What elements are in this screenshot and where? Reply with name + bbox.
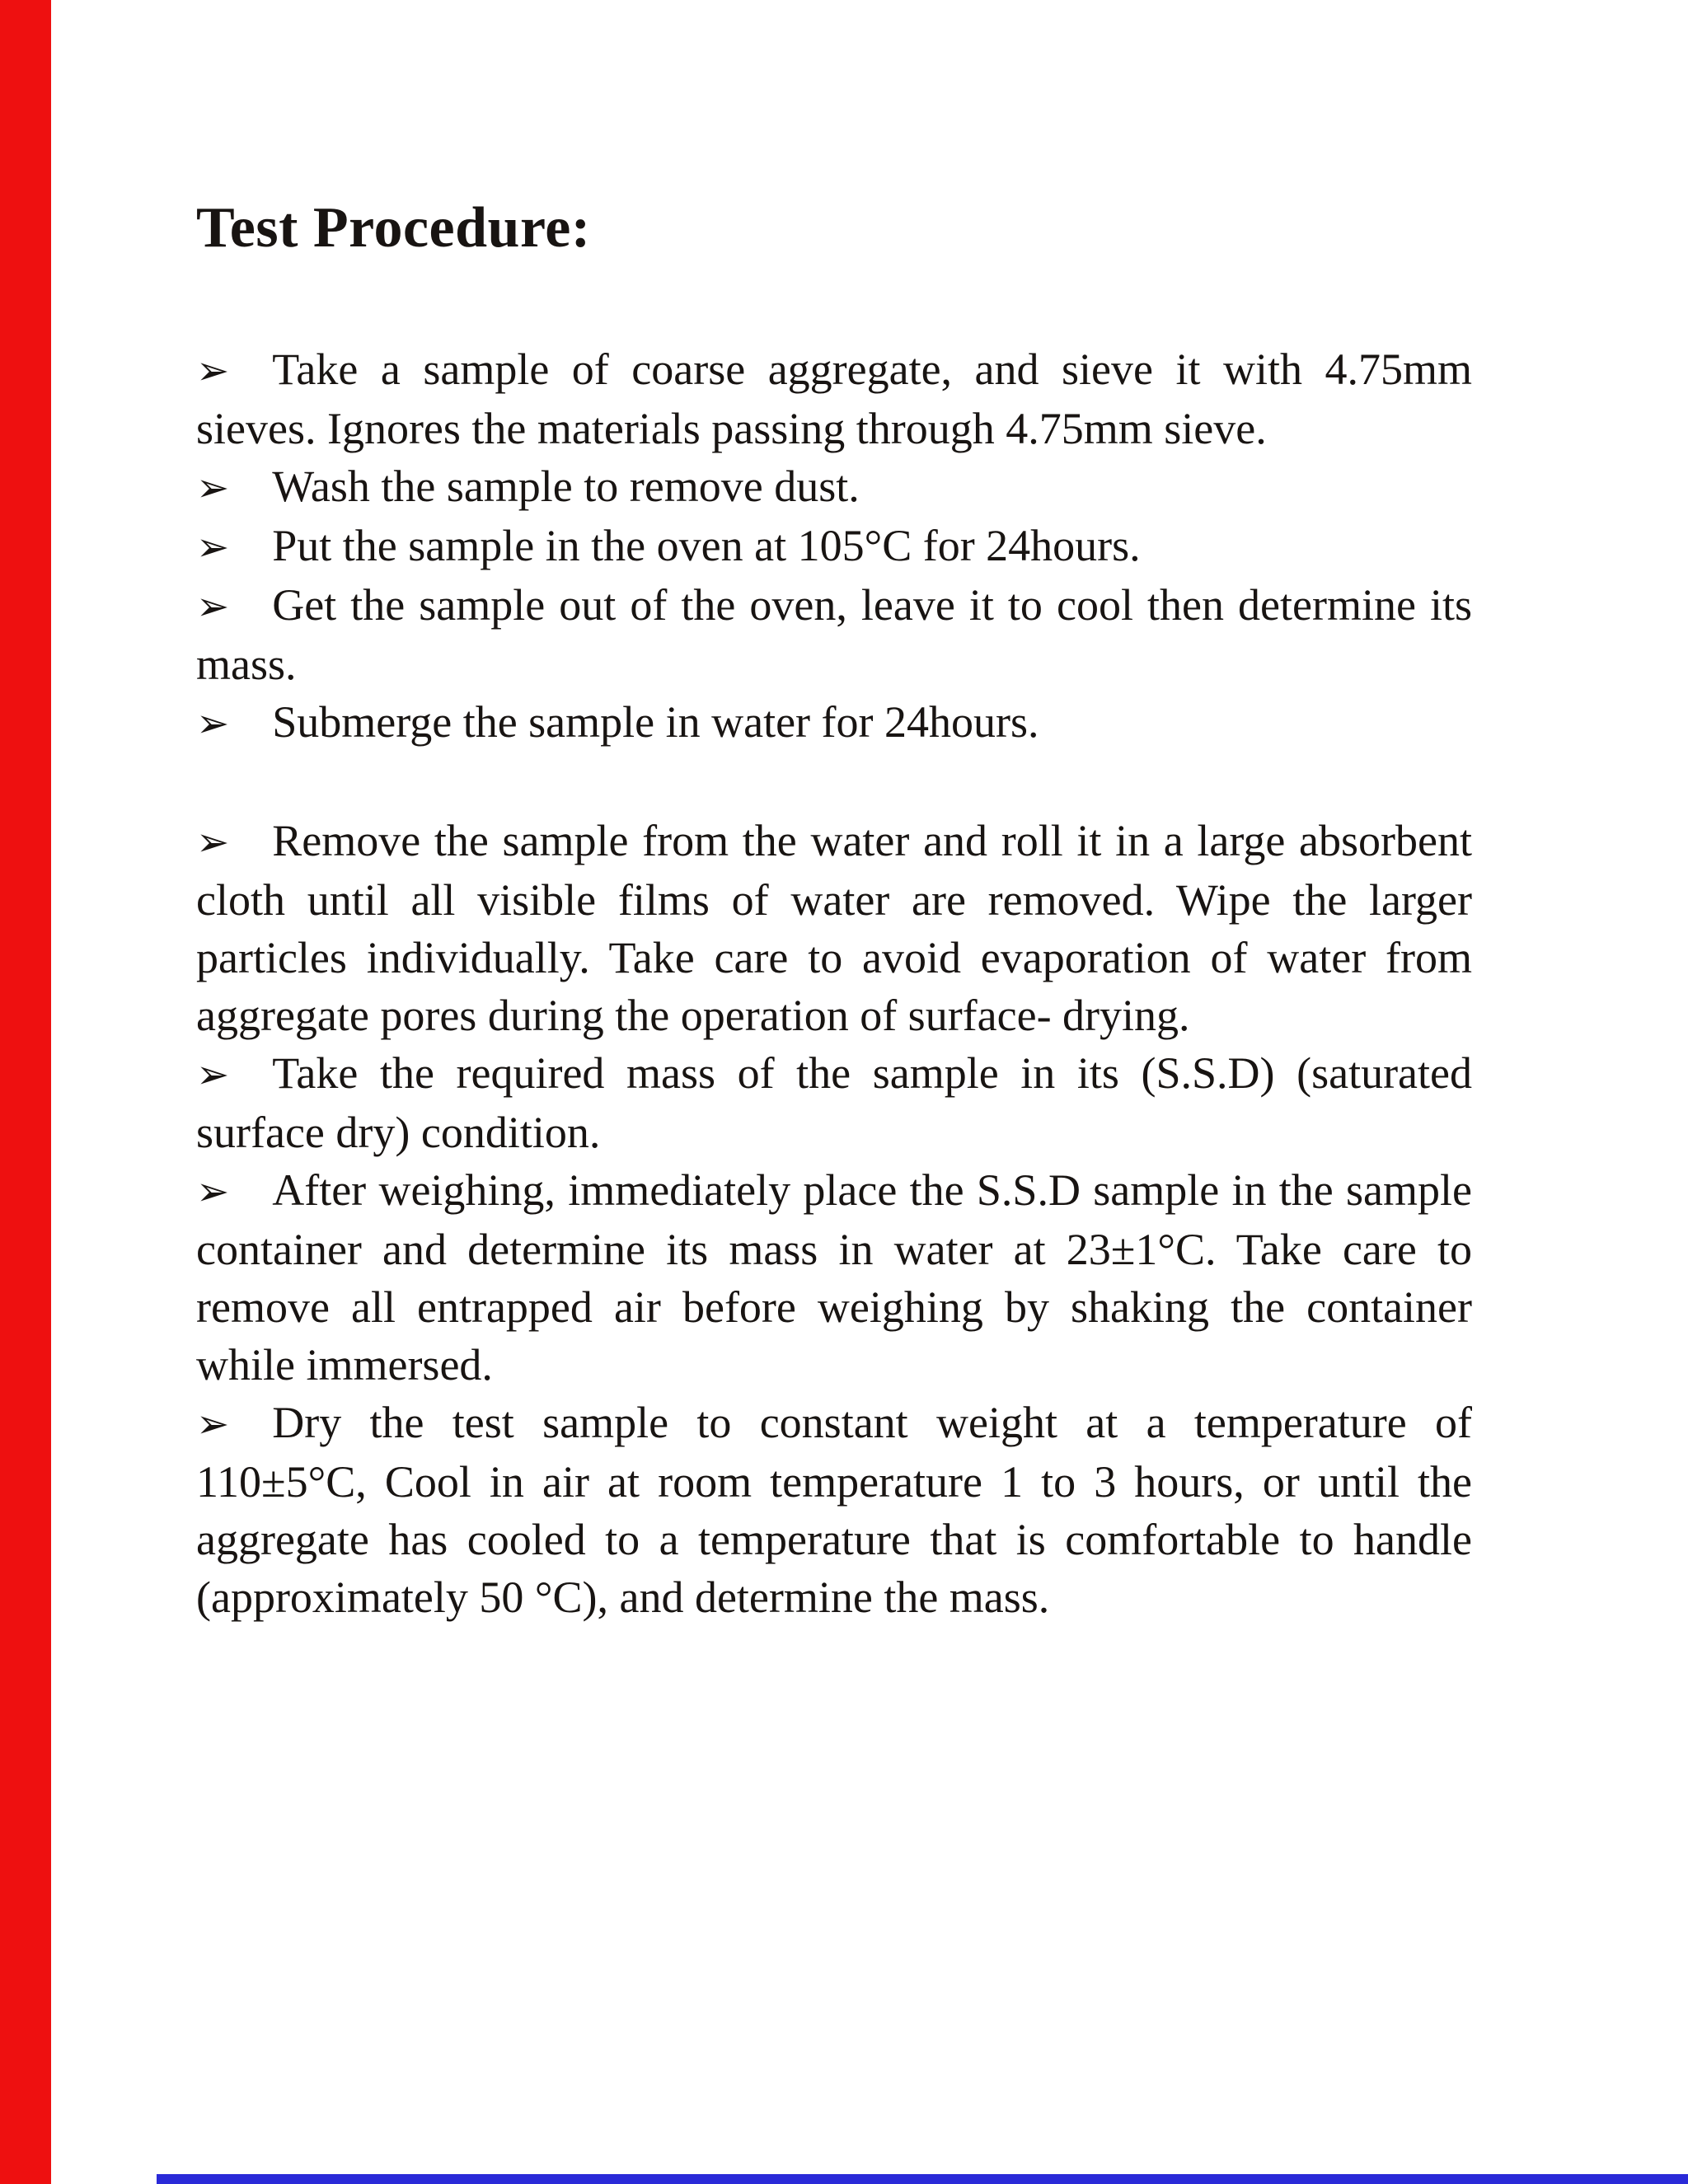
bullet-item [196, 693, 1472, 752]
arrow-bullet-icon: ➢ [196, 1052, 230, 1098]
bullet-item [196, 576, 1472, 693]
arrow-bullet-icon: ➢ [196, 465, 230, 511]
arrow-bullet-icon: ➢ [196, 524, 230, 570]
bullet-text: Wash the sample to remove dust. [272, 462, 860, 511]
left-accent-bar [0, 0, 51, 2184]
bullet-text: Get the sample out of the oven, leave it to cool then determine its mass. [196, 580, 1472, 689]
page-title: Test Procedure: [196, 196, 591, 260]
bullet-item [196, 812, 1472, 1044]
bottom-accent-bar [157, 2174, 1688, 2184]
arrow-bullet-icon: ➢ [196, 1169, 230, 1215]
bullet-text: Take the required mass of the sample in its (S.S.D) (saturated surface dry) condition. [196, 1048, 1472, 1157]
bullet-item [196, 517, 1472, 576]
bullet-section-2 [196, 812, 1472, 1626]
bullet-item [196, 340, 1472, 457]
bullet-text: Dry the test sample to constant weight at a temperature of 110±5°C, Cool in air at room temperature 1 to 3 hours, or until the aggregate has cooled to a temperature that is comfortable to handle (approximately 50 °C), and determine the mass. [196, 1398, 1472, 1622]
bullet-section-1 [196, 340, 1472, 752]
bullet-item [196, 1161, 1472, 1394]
arrow-bullet-icon: ➢ [196, 583, 230, 630]
bullet-text: After weighing, immediately place the S.S.D sample in the sample container and determine its mass in water at 23±1°C. Take care to remove all entrapped air before weighing by shaking the container while immersed. [196, 1165, 1472, 1390]
document-content [196, 196, 1472, 1626]
arrow-bullet-icon: ➢ [196, 701, 230, 747]
bullet-item [196, 1394, 1472, 1626]
bullet-text: Put the sample in the oven at 105°C for 24hours. [272, 521, 1141, 570]
bullet-text: Take a sample of coarse aggregate, and sieve it with 4.75mm sieves. Ignores the materials passing through 4.75mm sieve. [196, 344, 1472, 453]
bullet-text: Submerge the sample in water for 24hours. [272, 697, 1039, 747]
arrow-bullet-icon: ➢ [196, 348, 230, 394]
bullet-text: Remove the sample from the water and roll it in a large absorbent cloth until all visible films of water are removed. Wipe the larger particles individually. Take care to avoid evaporation of water from aggregate pores during the operation of surface- drying. [196, 816, 1472, 1040]
arrow-bullet-icon: ➢ [196, 819, 230, 865]
bullet-item [196, 457, 1472, 517]
bullet-item [196, 1044, 1472, 1161]
arrow-bullet-icon: ➢ [196, 1401, 230, 1447]
